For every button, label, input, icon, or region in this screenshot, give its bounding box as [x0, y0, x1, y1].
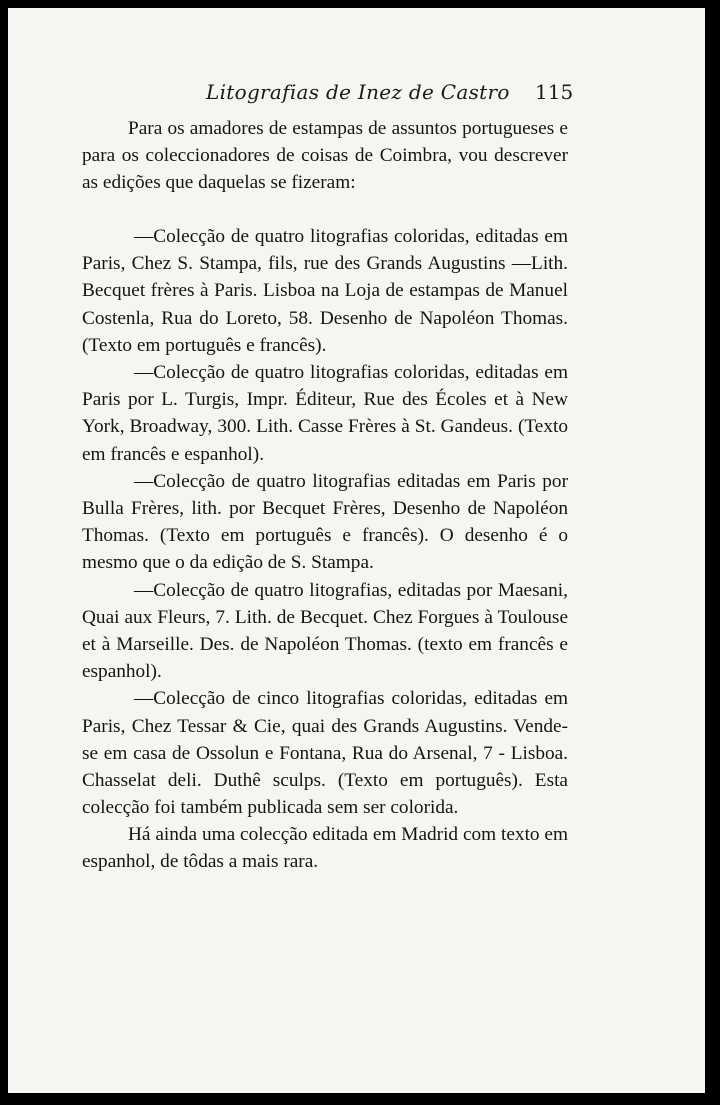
editions-list — [82, 223, 568, 821]
running-title: Litografias de Inez de Castro — [206, 80, 510, 104]
closing-paragraph: Há ainda uma colecção editada em Madrid com texto em espanhol, de tôdas a mais rara. — [82, 824, 568, 873]
edition-entry-4: —Colecção de quatro litografias, editadas por Maesani, Quai aux Fleurs, 7. Lith. de Becquet. Chez Forgues à Toulouse et à Marseille. Des. de Napoléon Thomas. (texto em francês e espanhol). — [82, 579, 568, 683]
closing-block — [82, 821, 568, 875]
edition-entry-5: —Colecção de cinco litografias coloridas, editadas em Paris, Chez Tessar & Cie, quai des Grands Augustins. Vende-se em casa de Ossolun e Fontana, Rua do Arsenal, 7 - Lisboa. Chasselat deli. Duthê sculps. (Texto em português). Esta colecção foi também publicada sem ser colorida. — [82, 688, 568, 819]
edition-entry-3: —Colecção de quatro litografias editadas em Paris por Bulla Frères, lith. por Becquet Frères, Desenho de Napoléon Thomas. (Texto em português e francês). O desenho é o mesmo que o da edição de S. Stampa. — [82, 470, 568, 574]
intro-paragraph: Para os amadores de estampas de assuntos portugueses e para os coleccionadores de coisas de Coimbra, vou descrever as edições que daquelas se fizeram: — [82, 118, 568, 194]
edition-entry-1: —Colecção de quatro litografias coloridas, editadas em Paris, Chez S. Stampa, fils, rue des Grands Augustins —Lith. Becquet frères à Paris. Lisboa na Loja de estampas de Manuel Costenla, Rua do Loreto, 58. Desenho de Napoléon Thomas. (Texto em português e francês). — [82, 226, 568, 356]
book-page — [8, 8, 705, 1093]
edition-entry-2: —Colecção de quatro litografias coloridas, editadas em Paris por L. Turgis, Impr. Éditeur, Rue des Écoles et à New York, Broadway, 300. Lith. Casse Frères à St. Gandeus. (Texto em francês e espanhol). — [82, 362, 568, 465]
page-header — [8, 80, 705, 110]
intro-block — [82, 115, 568, 197]
page-number: 115 — [535, 80, 574, 104]
